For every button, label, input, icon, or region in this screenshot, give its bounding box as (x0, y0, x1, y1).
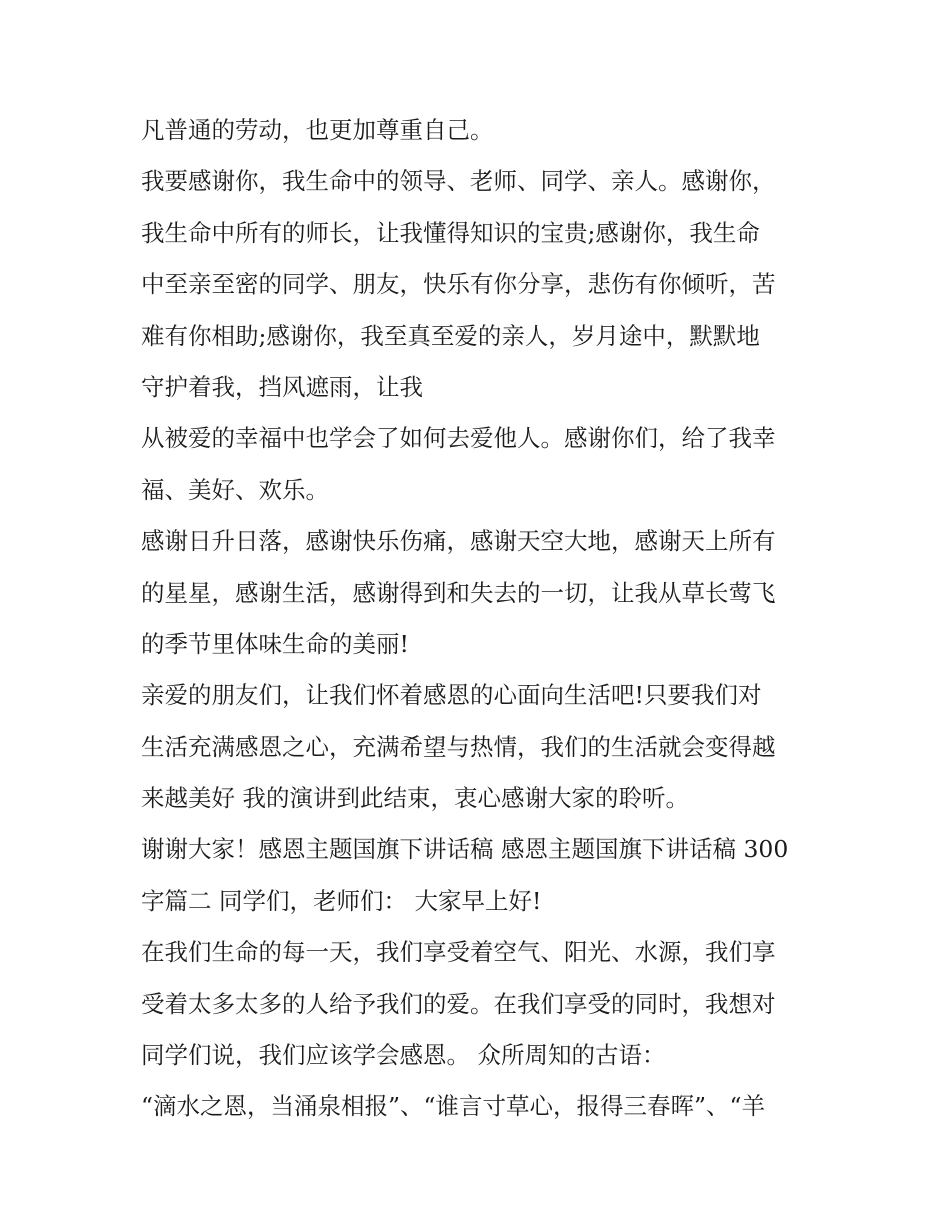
text-line: 同学们说，我们应该学会感恩。 众所周知的古语： (141, 1041, 666, 1070)
text-line: 我生命中所有的师长，让我懂得知识的宝贵;感谢你，我生命 (141, 218, 760, 247)
text-line: 受着太多太多的人给予我们的爱。在我们享受的同时，我想对 (141, 989, 776, 1018)
text-line: 亲爱的朋友们，让我们怀着感恩的心面向生活吧!只要我们对 (141, 681, 762, 710)
text-line: 生活充满感恩之心，充满希望与热情，我们的生活就会变得越 (141, 732, 776, 761)
text-line: 福、美好、欢乐。 (141, 475, 329, 504)
body-text (141, 108, 821, 1136)
text-line: 来越美好 我的演讲到此结束，衷心感谢大家的聆听。 (141, 784, 689, 813)
text-line: 感谢日升日落，感谢快乐伤痛，感谢天空大地，感谢天上所有 (141, 527, 776, 556)
text-line: 的季节里体味生命的美丽! (141, 629, 409, 658)
text-line: 在我们生命的每一天，我们享受着空气、阳光、水源，我们享 (141, 938, 776, 967)
text-line: 的星星，感谢生活，感谢得到和失去的一切，让我从草长莺飞 (141, 578, 776, 607)
text-line: 字篇二 同学们，老师们： 大家早上好! (141, 886, 542, 915)
text-line: 凡普通的劳动，也更加尊重自己。 (141, 116, 494, 144)
text-line: 中至亲至密的同学、朋友，快乐有你分享，悲伤有你倾听，苦 (141, 270, 776, 299)
text-line: 守护着我，挡风遮雨，让我 (141, 372, 423, 401)
text-line: 我要感谢你，我生命中的领导、老师、同学、亲人。感谢你， (141, 167, 776, 196)
text-line: 从被爱的幸福中也学会了如何去爱他人。感谢你们，给了我幸 (141, 424, 776, 453)
text-line: 谢谢大家！感恩主题国旗下讲话稿 感恩主题国旗下讲话稿 300 (141, 835, 789, 864)
text-line: 难有你相助;感谢你，我至真至爱的亲人，岁月途中，默默地 (141, 321, 760, 350)
text-line: “滴水之恩，当涌泉相报”、“谁言寸草心，报得三春晖”、“羊 (141, 1092, 766, 1121)
